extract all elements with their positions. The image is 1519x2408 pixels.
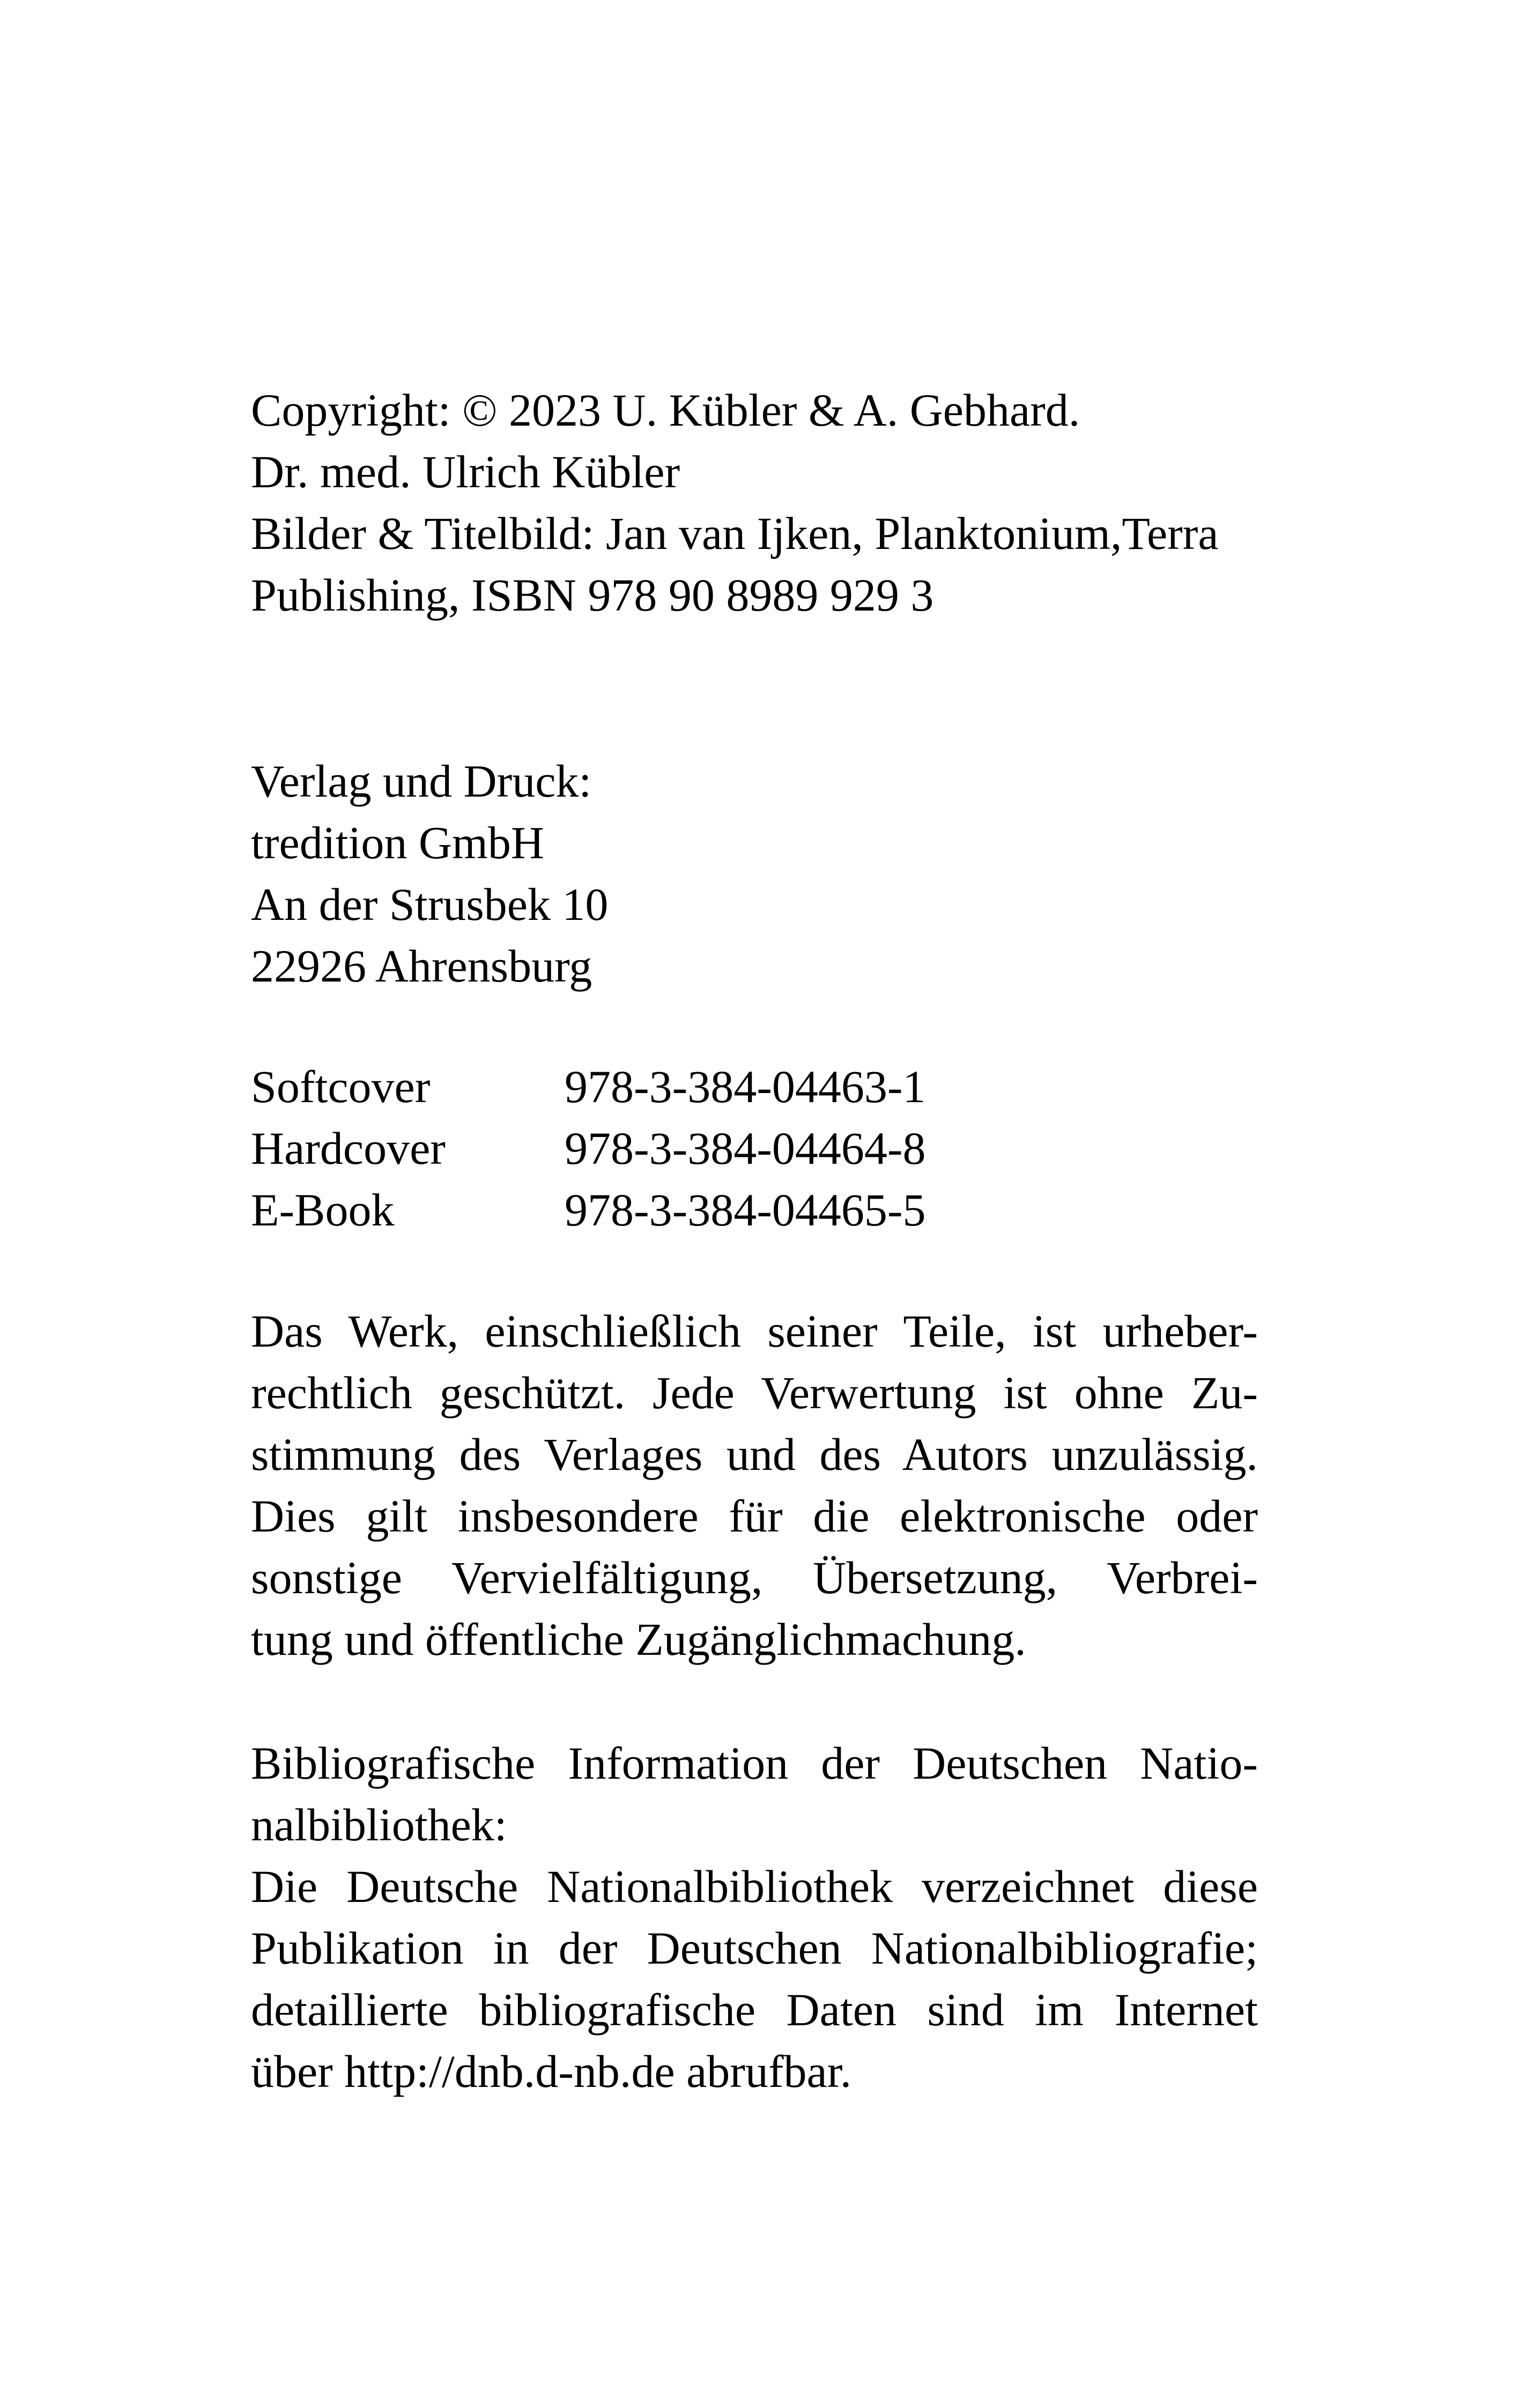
dnb-text-line: Publikation in der Deutschen Nationalbibliografie; <box>251 1922 1258 1974</box>
publisher-street: An der Strusbek 10 <box>251 879 609 930</box>
isbn-table <box>251 1056 1258 1241</box>
image-credit-line: Bilder & Titelbild: Jan van Ijken, Planktonium,Terra <box>251 508 1219 559</box>
rights-line: sonstige Vervielfältigung, Übersetzung, Verbrei- <box>251 1552 1258 1603</box>
isbn-format: E-Book <box>251 1184 395 1236</box>
dnb-heading-line: Bibliografische Information der Deutschen Natio- <box>251 1737 1258 1789</box>
image-credit-isbn-line: Publishing, ISBN 978 90 8989 929 3 <box>251 569 934 621</box>
isbn-number: 978-3-384-04464-8 <box>565 1123 926 1174</box>
rights-line: tung und öffentliche Zugänglichmachung. <box>251 1614 1026 1665</box>
dnb-url-line: über http://dnb.d-nb.de abrufbar. <box>251 2046 852 2097</box>
dnb-heading-line: nalbibliothek: <box>251 1799 507 1850</box>
copyright-notice <box>251 380 1258 626</box>
publisher-heading: Verlag und Druck: <box>251 755 592 807</box>
isbn-number: 978-3-384-04465-5 <box>565 1184 926 1236</box>
dnb-information <box>251 1733 1258 2102</box>
dnb-text-line: detaillierte bibliografische Daten sind im Internet <box>251 1984 1258 2035</box>
publisher-city: 22926 Ahrensburg <box>251 940 592 992</box>
isbn-format: Softcover <box>251 1061 431 1112</box>
copyright-line: Copyright: © 2023 U. Kübler & A. Gebhard. <box>251 384 1080 436</box>
publisher-name: tredition GmbH <box>251 817 544 868</box>
author-line: Dr. med. Ulrich Kübler <box>251 446 680 497</box>
rights-line: Das Werk, einschließlich seiner Teile, ist urheber- <box>251 1305 1258 1357</box>
isbn-row-hardcover <box>251 1118 1258 1179</box>
isbn-number: 978-3-384-04463-1 <box>565 1061 926 1112</box>
isbn-row-softcover <box>251 1056 1258 1118</box>
isbn-row-ebook <box>251 1179 1258 1241</box>
dnb-text-line: Die Deutsche Nationalbibliothek verzeichnet diese <box>251 1861 1258 1912</box>
rights-line: stimmung des Verlages und des Autors unzulässig. <box>251 1429 1258 1480</box>
publisher-address <box>251 750 1258 997</box>
isbn-format: Hardcover <box>251 1123 446 1174</box>
rights-line: rechtlich geschützt. Jede Verwertung ist ohne Zu- <box>251 1367 1258 1418</box>
rights-paragraph <box>251 1300 1258 1670</box>
rights-line: Dies gilt insbesondere für die elektronische oder <box>251 1490 1258 1542</box>
